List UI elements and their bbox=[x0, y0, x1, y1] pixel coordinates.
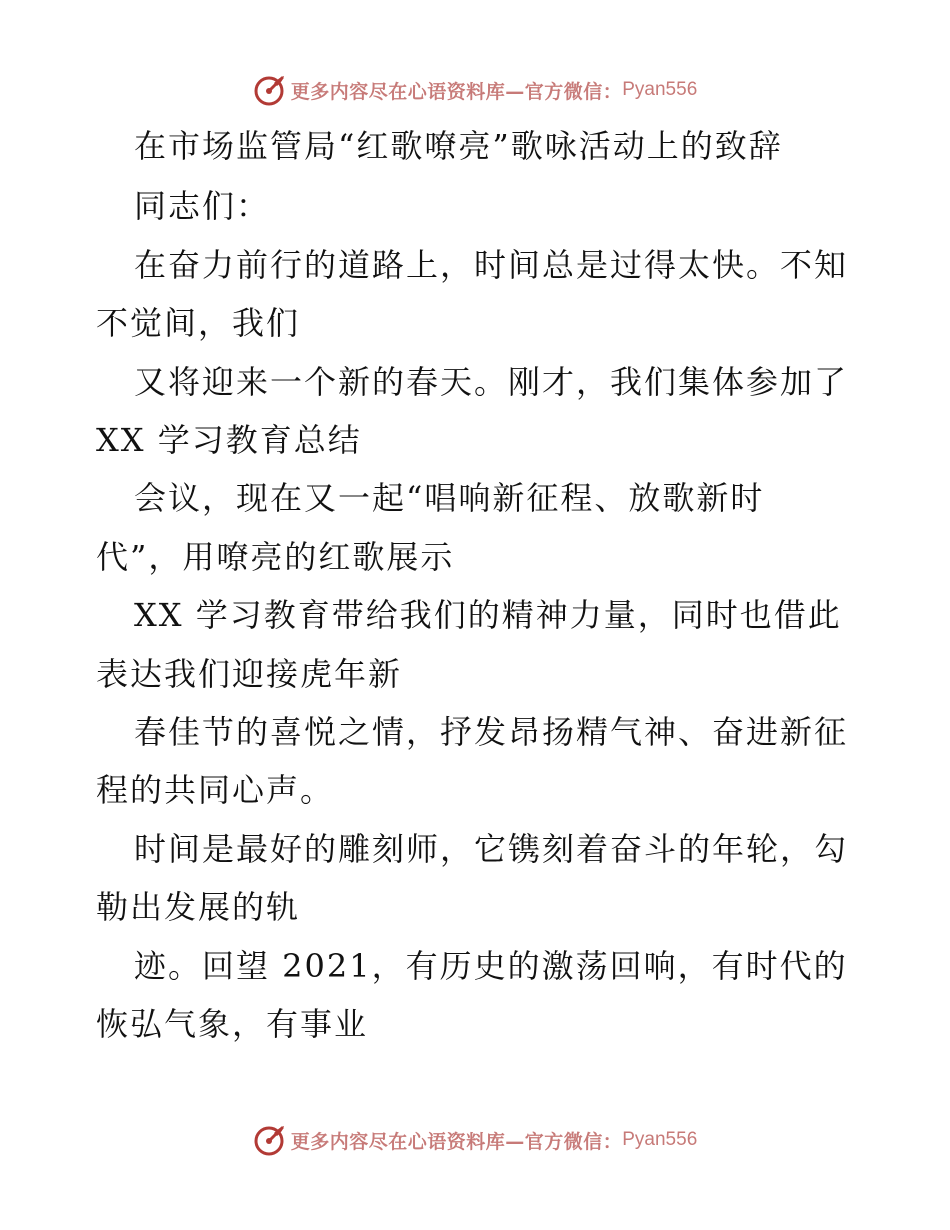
document-title: 在市场监管局“红歌嘹亮”歌咏活动上的致辞 bbox=[134, 127, 783, 165]
paragraph-line: 程的共同心声。 bbox=[96, 771, 335, 809]
paragraph-line: 时间是最好的雕刻师，它镌刻着奋斗的年轮，勾 bbox=[134, 830, 849, 868]
paragraph-line: 恢弘气象，有事业 bbox=[96, 1005, 369, 1043]
banner-text: 更多内容尽在心语资料库—官方微信： bbox=[290, 1130, 623, 1153]
banner-account: Pyan556 bbox=[622, 79, 698, 100]
header-banner bbox=[0, 70, 950, 110]
paragraph-line: 不觉间，我们 bbox=[96, 304, 301, 342]
paragraph-line: 迹。回望 2021，有历史的激荡回响，有时代的 bbox=[134, 947, 848, 985]
paragraph-line: 表达我们迎接虎年新 bbox=[96, 655, 403, 693]
paragraph-line: 代”，用嘹亮的红歌展示 bbox=[96, 538, 455, 576]
paragraph-line: XX 学习教育带给我们的精神力量，同时也借此 bbox=[134, 596, 842, 634]
quill-logo-icon bbox=[253, 73, 287, 107]
paragraph-line: 会议，现在又一起“唱响新征程、放歌新时 bbox=[134, 479, 765, 517]
paragraph-line: 在奋力前行的道路上，时间总是过得太快。不知 bbox=[134, 246, 849, 284]
footer-banner bbox=[0, 1120, 950, 1160]
paragraph-line: 勒出发展的轨 bbox=[96, 888, 301, 926]
paragraph-line: 春佳节的喜悦之情，抒发昂扬精气神、奋进新征 bbox=[134, 713, 849, 751]
paragraph-line: 又将迎来一个新的春天。刚才，我们集体参加了 bbox=[134, 363, 849, 401]
salutation: 同志们： bbox=[134, 187, 271, 225]
paragraph-line: XX 学习教育总结 bbox=[96, 421, 362, 459]
banner-text: 更多内容尽在心语资料库—官方微信： bbox=[290, 80, 623, 103]
quill-logo-icon bbox=[253, 1123, 287, 1157]
banner-account: Pyan556 bbox=[622, 1129, 698, 1150]
